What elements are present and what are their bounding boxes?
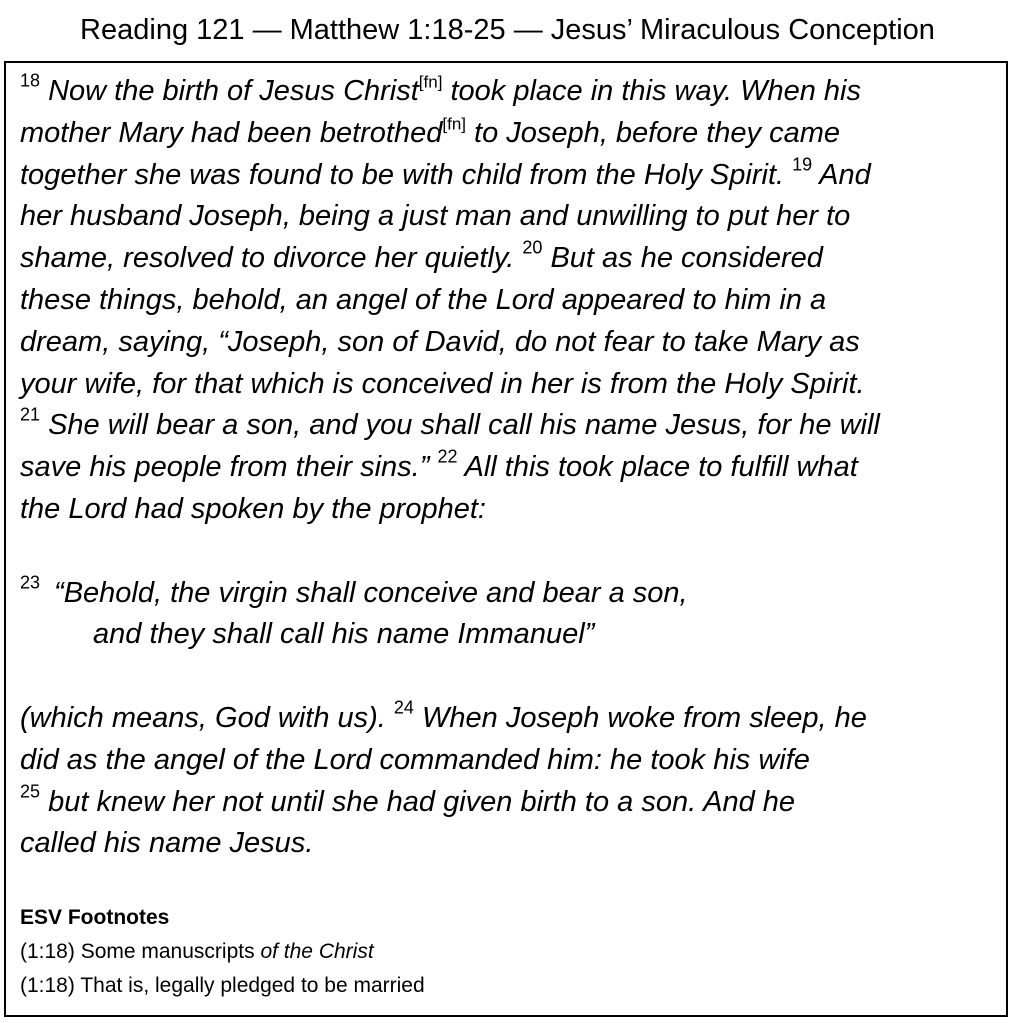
- verse-number-24: 24: [393, 697, 414, 718]
- passage-text: mother Mary had been betrothed: [20, 116, 443, 149]
- footnote-marker[interactable]: [fn]: [442, 114, 466, 134]
- passage-text: and they shall call his name Immanuel”: [93, 618, 595, 651]
- passage-text: took place in this way. When his: [442, 75, 861, 107]
- scripture-passage: [20, 71, 1000, 865]
- passage-line: [20, 196, 1000, 238]
- passage-line: [20, 405, 1000, 447]
- passage-text: And: [812, 158, 871, 191]
- poem-line: [20, 614, 1000, 656]
- passage-line: [20, 740, 1000, 782]
- verse-number-22: 22: [437, 446, 458, 467]
- passage-text: the Lord had spoken by the prophet:: [20, 492, 486, 525]
- passage-text: Now the birth of Jesus Christ: [48, 75, 419, 107]
- passage-line: [20, 280, 1000, 322]
- verse-number-18: 18: [20, 70, 41, 91]
- page-title: Reading 121 — Matthew 1:18-25 — Jesus’ Miraculous Conception: [80, 14, 935, 46]
- footnote-item: [20, 935, 425, 969]
- blank-line: [20, 656, 1000, 698]
- passage-text: but knew her not until she had given birth to a son. And he: [40, 785, 796, 818]
- passage-line: [20, 823, 1000, 865]
- passage-text: “Behold, the virgin shall conceive and bear a son,: [54, 576, 688, 609]
- passage-line: [20, 782, 1000, 824]
- passage-text: But as he considered: [542, 242, 823, 275]
- passage-text: her husband Joseph, being a just man and unwilling to put her to: [20, 200, 851, 233]
- passage-text: All this took place to fulfill what: [457, 451, 858, 484]
- passage-text: these things, behold, an angel of the Lord appeared to him in a: [20, 283, 827, 316]
- passage-line: [20, 364, 1000, 406]
- passage-text: save his people from their sins.”: [20, 451, 438, 484]
- passage-line: [20, 447, 1000, 489]
- footnote-marker[interactable]: [fn]: [418, 72, 443, 92]
- verse-number-23: 23: [20, 572, 41, 593]
- verse-number-21: 21: [20, 404, 41, 425]
- passage-line: [20, 113, 1000, 155]
- footnote-item: (1:18) That is, legally pledged to be married: [20, 974, 425, 997]
- passage-text: to Joseph, before they came: [466, 116, 840, 149]
- passage-line: [20, 322, 1000, 364]
- passage-text: She will bear a son, and you shall call his name Jesus, for he will: [40, 409, 880, 442]
- passage-line: [20, 155, 1000, 197]
- footnote-italic-text: of the Christ: [260, 940, 374, 963]
- passage-text: did as the angel of the Lord commanded him: he took his wife: [20, 743, 810, 776]
- footnotes-heading: ESV Footnotes: [20, 906, 170, 929]
- passage-text: (which means, God with us).: [20, 701, 394, 734]
- footnotes-section: [20, 901, 425, 1003]
- passage-text: called his name Jesus.: [20, 827, 314, 860]
- verse-number-25: 25: [20, 781, 41, 802]
- passage-text: your wife, for that which is conceived in her is from the Holy Spirit.: [20, 367, 865, 400]
- footnote-text: (1:18) Some manuscripts: [20, 940, 261, 963]
- passage-text: shame, resolved to divorce her quietly.: [20, 242, 523, 275]
- passage-line: [20, 489, 1000, 531]
- passage-line: [20, 698, 1000, 740]
- passage-text: dream, saying, “Joseph, son of David, do not fear to take Mary as: [20, 325, 860, 358]
- blank-line: [20, 531, 1000, 573]
- passage-line: [20, 238, 1000, 280]
- verse-number-20: 20: [522, 237, 543, 258]
- passage-line: [20, 71, 1000, 113]
- verse-number-19: 19: [792, 154, 813, 175]
- passage-text: When Joseph woke from sleep, he: [413, 701, 867, 734]
- poem-line: [20, 573, 1000, 615]
- passage-text: together she was found to be with child from the Holy Spirit.: [20, 158, 793, 191]
